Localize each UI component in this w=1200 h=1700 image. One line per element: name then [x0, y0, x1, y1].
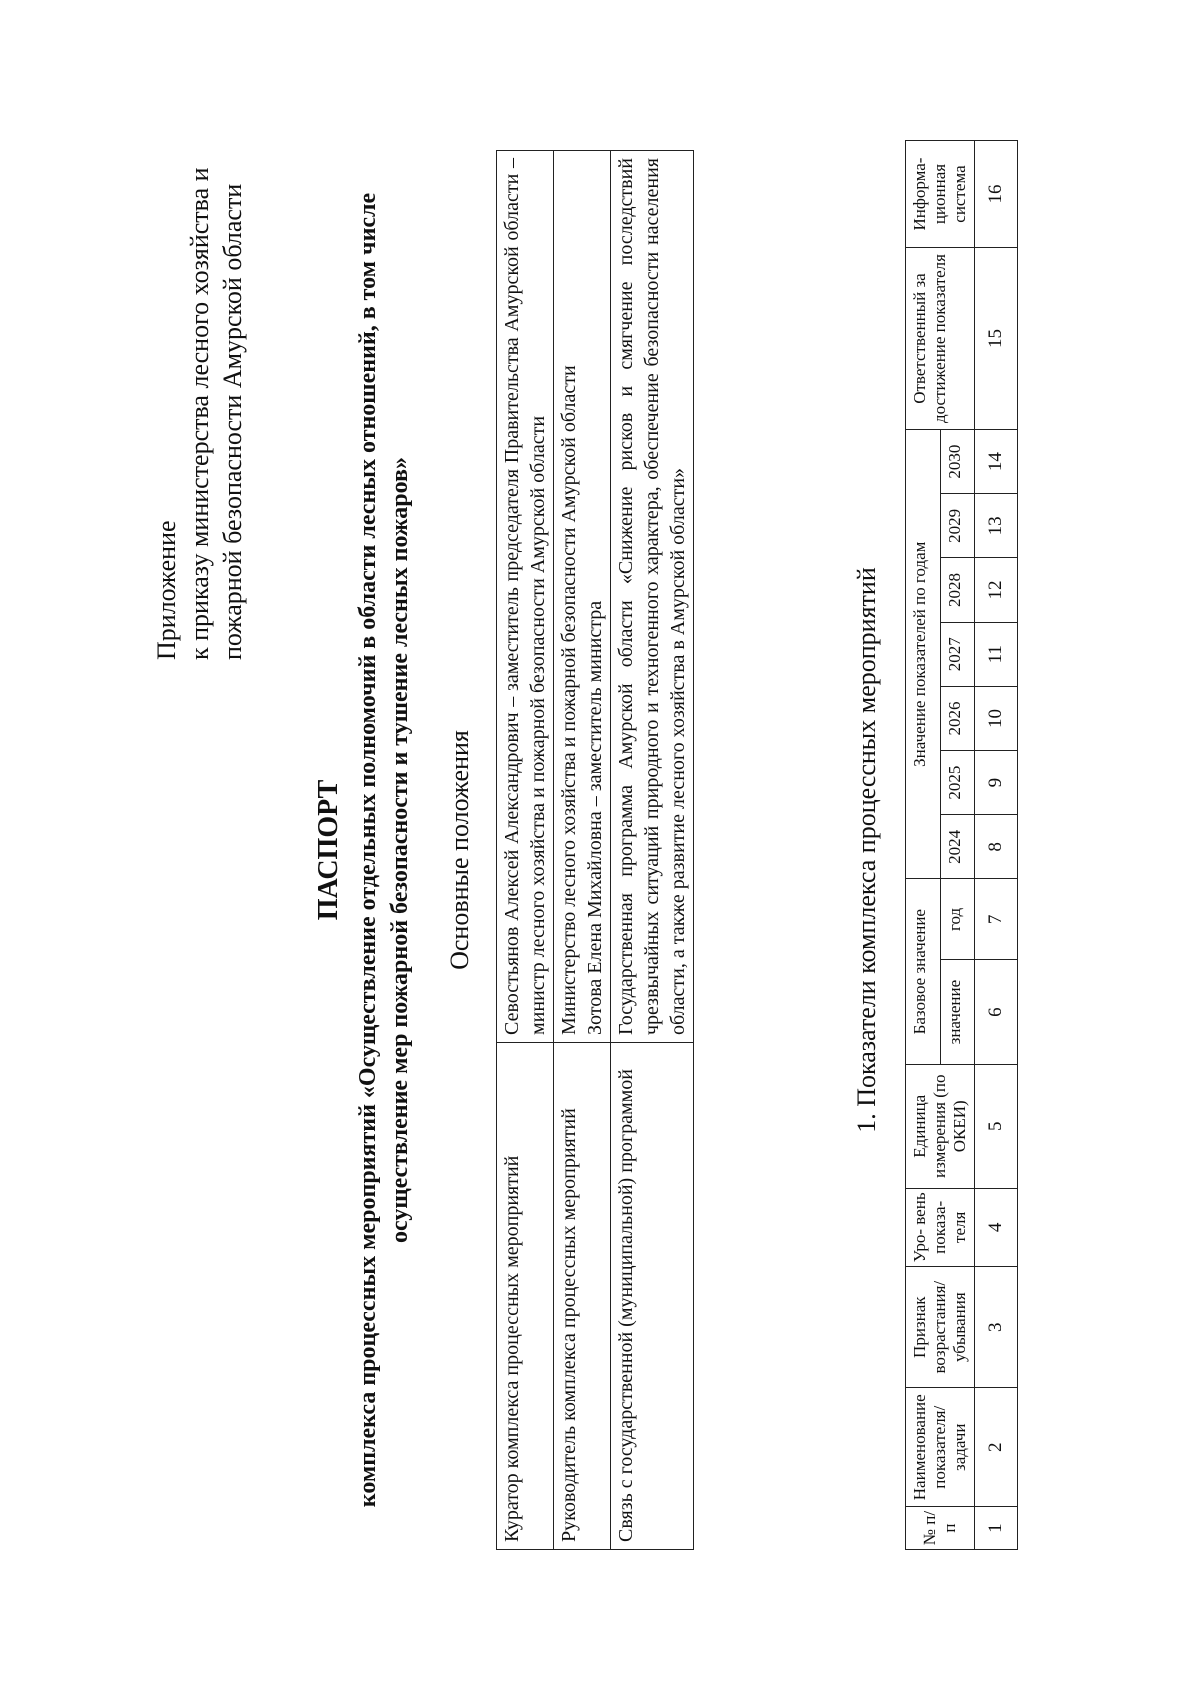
header-unit: Единица измерения (по ОКЕИ) — [906, 1064, 975, 1188]
row-value-head — [554, 151, 611, 1043]
header-indicator-level: Уро- вень показа- теля — [906, 1188, 975, 1266]
column-number-cell: 1 — [975, 1507, 1018, 1550]
header-values-by-year: Значение показателей по годам — [906, 429, 941, 878]
row-label-curator: Куратор комплекса процессных мероприятий — [497, 1043, 554, 1550]
header-info-system: Информа- ционная система — [906, 141, 975, 248]
row-value-curator: Севостьянов Алексей Александрович – заместитель председателя Правительства Амурской области – министр лесного хозяйства и пожарной безопасности Амурской области — [497, 151, 554, 1043]
header-base-value-value: значение — [940, 960, 975, 1065]
header-year-2028: 2028 — [940, 558, 975, 622]
appendix-line: к приказу министерства лесного хозяйства и — [185, 167, 214, 660]
column-number-cell: 8 — [975, 815, 1018, 879]
column-number-cell: 5 — [975, 1064, 1018, 1188]
header-year-2029: 2029 — [940, 494, 975, 558]
column-number-cell: 16 — [975, 141, 1018, 248]
header-year-2026: 2026 — [940, 686, 975, 750]
column-number-cell: 3 — [975, 1267, 1018, 1388]
column-number-cell: 13 — [975, 494, 1018, 558]
header-row — [906, 141, 941, 1550]
row-label-program-link: Связь с государственной (муниципальной) программой — [611, 1043, 694, 1550]
column-number-cell: 4 — [975, 1188, 1018, 1266]
head-person: Зотова Елена Михайловна – заместитель министра — [584, 600, 606, 1035]
table-row — [497, 151, 554, 1550]
row-label-head: Руководитель комплекса процессных мероприятий — [554, 1043, 611, 1550]
indicators-table — [905, 140, 1018, 1550]
appendix-line: Приложение — [152, 520, 181, 660]
header-trend-sign: Признак возрастания/ убывания — [906, 1267, 975, 1388]
section-title-indicators: 1. Показатели комплекса процессных мероприятий — [852, 567, 881, 1133]
head-organization: Министерство лесного хозяйства и пожарной безопасности Амурской области — [558, 365, 580, 1035]
column-number-cell: 12 — [975, 558, 1018, 622]
appendix-note — [150, 100, 249, 660]
header-indicator-name: Наименование показателя/ задачи — [906, 1388, 975, 1507]
column-number-cell: 15 — [975, 248, 1018, 430]
column-number-cell: 14 — [975, 429, 1018, 493]
section-title-main-provisions: Основные положения — [445, 730, 474, 970]
document-subtitle: комплекса процессных мероприятий «Осуществление отдельных полномочий в области лесных отношений, в том числе осуществление мер пожарной безопасности и тушение лесных пожаров» — [355, 192, 413, 1508]
column-number-cell: 6 — [975, 960, 1018, 1065]
header-number: № п/п — [906, 1507, 975, 1550]
column-number-cell: 9 — [975, 751, 1018, 815]
column-number-cell: 10 — [975, 686, 1018, 750]
column-number-cell: 2 — [975, 1388, 1018, 1507]
header-year-2027: 2027 — [940, 622, 975, 686]
row-value-program-link: Государственная программа Амурской области «Снижение рисков и смягчение последствий чрезвычайных ситуаций природного и техногенного характера, обеспечение безопасности населения области, а также развитие лесного хозяйства в Амурской области» — [611, 151, 694, 1043]
header-base-value-year: год — [940, 879, 975, 960]
main-provisions-table — [496, 150, 694, 1550]
column-number-row — [975, 141, 1018, 1550]
column-number-cell: 11 — [975, 622, 1018, 686]
header-year-2025: 2025 — [940, 751, 975, 815]
header-responsible: Ответственный за достижение показателя — [906, 248, 975, 430]
column-number-cell: 7 — [975, 879, 1018, 960]
document-title: ПАСПОРТ — [313, 779, 344, 921]
table-row — [554, 151, 611, 1550]
table-row — [611, 151, 694, 1550]
header-year-2024: 2024 — [940, 815, 975, 879]
header-base-value: Базовое значение — [906, 879, 941, 1064]
appendix-line: пожарной безопасности Амурской области — [218, 183, 247, 660]
header-year-2030: 2030 — [940, 429, 975, 493]
